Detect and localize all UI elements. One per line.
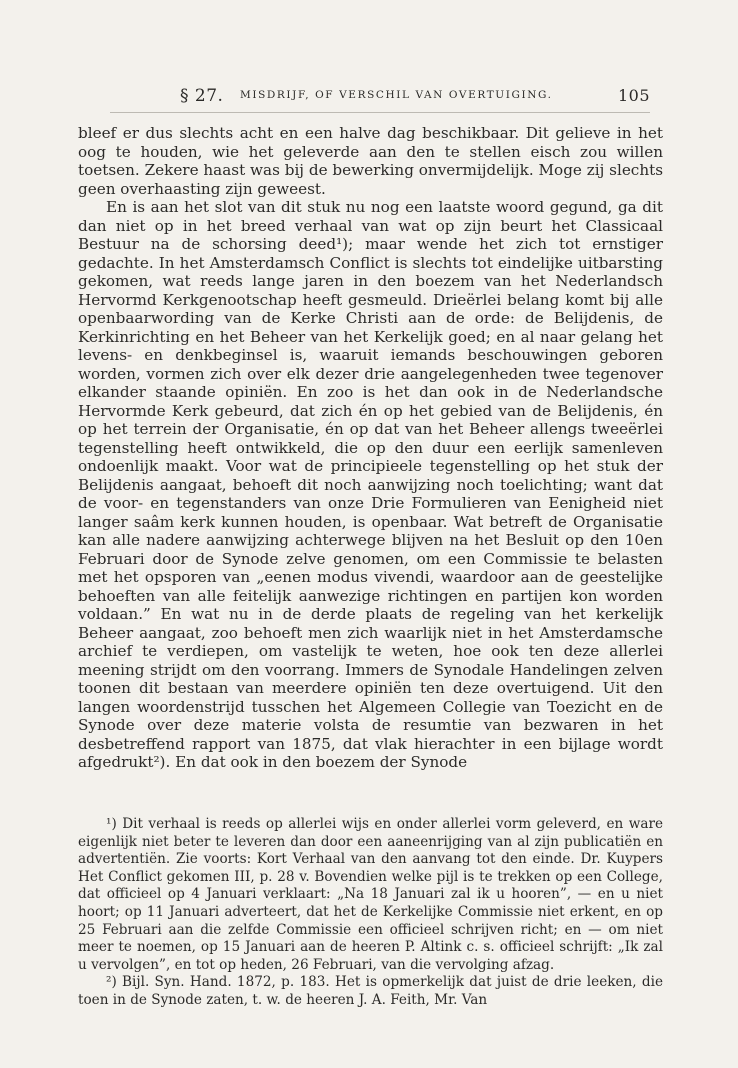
page-number: 105	[617, 86, 650, 105]
main-text	[78, 124, 663, 772]
footnotes	[78, 816, 663, 1010]
paragraph: En is aan het slot van dit stuk nu nog een laatste woord gegund, ga dit dan niet op in het breed verhaal van wat op zijn beurt het Classicaal Bestuur na de schorsing deed¹); maar wende het zich tot ernstiger gedachte. In het Amsterdamsch Conflict is slechts tot eindelijke uitbarsting gekomen, wat reeds lange jaren in den boezem van het Nederlandsch Hervormd Kerkgenootschap heeft gesmeuld. Drieërlei belang komt bij alle openbaarwording van de Kerke Christi aan de orde: de Belijdenis, de Kerkinrichting en het Beheer van het Kerkelijk goed; en al naar gelang het levens- en denkbeginsel is, waaruit iemands beschouwingen geboren worden, vormen zich over elk dezer drie aangelegenheden twee tegenover elkander staande opiniën. En zoo is het dan ook in de Nederlandsche Hervormde Kerk gebeurd, dat zich én op het gebied van de Belijdenis, én op het terrein der Organisatie, én op dat van het Beheer allengs tweeërlei tegenstelling heeft ontwikkeld, die op den duur een eerlijk samenleven ondoenlijk maakt. Voor wat de principieele tegenstelling op het stuk der Belijdenis aangaat, behoeft dit noch aanwijzing noch toelichting; want dat de voor- en tegenstanders van onze Drie Formulieren van Eenigheid niet langer saâm kerk kunnen houden, is openbaar. Wat betreft de Organisatie kan alle nadere aanwijzing achterwege blijven na het Besluit op den 10en Februari door de Synode zelve genomen, om een Commissie te belasten met het opsporen van „eenen modus vivendi, waardoor aan de geestelijke behoeften van alle feitelijk aanwezige richtingen en partijen kon worden voldaan.” En wat nu in de derde plaats de regeling van het kerkelijk Beheer aangaat, zoo behoeft men zich waarlijk niet in het Amsterdamsche archief te verdiepen, om vastelijk te weten, hoe ook ten deze allerlei meening strijdt om den voorrang. Immers de Synodale Handelingen zelven toonen dit bestaan van meerdere opiniën ten deze overtuigend. Uit den langen woordenstrijd tusschen het Algemeen Collegie van Toezicht en de Synode over deze materie volsta de resumtie van bezwaren in het desbetreffend rapport van 1875, dat vlak hierachter in een bijlage wordt afgedrukt²). En dat ook in den boezem der Synode	[78, 198, 663, 771]
running-title: MISDRIJF, OF VERSCHIL VAN OVERTUIGING.	[240, 89, 553, 101]
footnote-2: ²) Bijl. Syn. Hand. 1872, p. 183. Het is opmerkelijk dat juist de drie leeken, die toen in de Synode zaten, t. w. de heeren J. A. Feith, Mr. Van	[78, 974, 663, 1008]
header-rule	[110, 112, 650, 113]
paragraph: bleef er dus slechts acht en een halve dag beschikbaar. Dit gelieve in het oog te houden, wie het geleverde aan den te stellen eisch zou willen toetsen. Zekere haast was bij de bewerking onvermijdelijk. Moge zij slechts geen overhaasting zijn geweest.	[78, 124, 663, 198]
footnote-1: ¹) Dit verhaal is reeds op allerlei wijs en onder allerlei vorm geleverd, en ware eigenlijk niet beter te leveren dan door een aaneenrijging van al zijn publicatiën en advertentiën. Zie voorts: Kort Verhaal van den aanvang tot den einde. Dr. Kuypers Het Conflict gekomen III, p. 28 v. Bovendien welke pijl is te trekken op een College, dat officieel op 4 Januari verklaart: „Na 18 Januari zal ik u hooren”, — en u niet hoort; op 11 Januari adverteert, dat het de Kerkelijke Commissie niet erkent, en op 25 Februari aan die zelfde Commissie een officieel schrijven richt; en — om niet meer te noemen, op 15 Januari aan de heeren P. Altink c. s. officieel schrijft: „Ik zal u vervolgen”, en tot op heden, 26 Februari, van die vervolging afzag.	[78, 816, 663, 973]
section-number: § 27.	[180, 86, 224, 106]
